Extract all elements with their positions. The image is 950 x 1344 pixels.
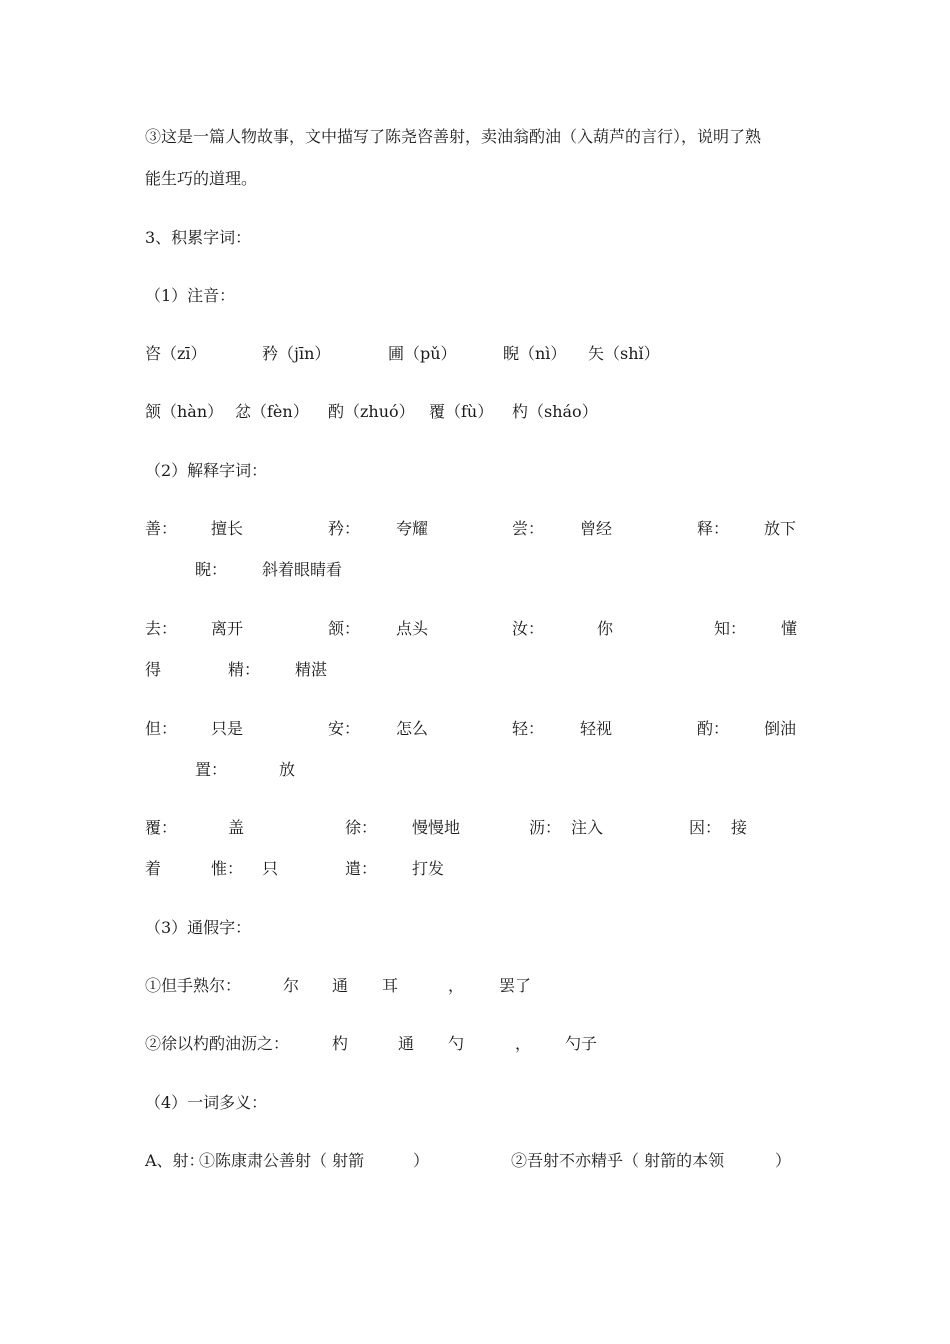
pinyin-item: 杓（sháo） bbox=[512, 402, 598, 421]
glossary-meaning: 打发 bbox=[412, 859, 445, 878]
section-heading: 3、积累字词： bbox=[145, 228, 252, 247]
pinyin-item: 覆（fù） bbox=[429, 402, 494, 421]
glossary-word: 睨： bbox=[195, 560, 228, 579]
glossary-word: 去： bbox=[145, 619, 178, 638]
glossary-meaning: 接 bbox=[731, 818, 748, 837]
glossary-heading: （2）解释字词： bbox=[145, 461, 268, 480]
polysemy-heading: （4）一词多义： bbox=[145, 1093, 268, 1112]
glossary-meaning: 放下 bbox=[764, 519, 797, 538]
glossary-word: 但： bbox=[145, 719, 178, 738]
glossary-meaning: 离开 bbox=[211, 619, 244, 638]
polysemy-example-1: ①陈康肃公善射（ 射箭 bbox=[199, 1151, 365, 1170]
pinyin-item: 矜（jīn） bbox=[262, 344, 331, 363]
tongjia-char: 耳 bbox=[382, 976, 399, 995]
glossary-meaning: 斜着眼睛看 bbox=[262, 560, 343, 579]
glossary-word: 得 bbox=[145, 660, 162, 679]
glossary-meaning: 慢慢地 bbox=[412, 818, 461, 837]
glossary-word: 尝： bbox=[512, 519, 545, 538]
summary-line-2: 能生巧的道理。 bbox=[145, 169, 258, 188]
glossary-word: 释： bbox=[697, 519, 730, 538]
glossary-meaning: 擅长 bbox=[211, 519, 244, 538]
polysemy-prefix: A、射： bbox=[145, 1151, 205, 1170]
glossary-word: 因： bbox=[689, 818, 722, 837]
glossary-meaning: 怎么 bbox=[396, 719, 429, 738]
pinyin-heading: （1）注音： bbox=[145, 286, 236, 305]
glossary-word: 汝： bbox=[512, 619, 545, 638]
glossary-word: 矜： bbox=[328, 519, 361, 538]
glossary-meaning: 夸耀 bbox=[396, 519, 429, 538]
tongjia-phrase: ②徐以杓酌油沥之： bbox=[145, 1034, 290, 1053]
pinyin-item: 颔（hàn） bbox=[145, 402, 224, 421]
tongjia-tong: 通 bbox=[398, 1034, 415, 1053]
tongjia-meaning: 勺子 bbox=[565, 1034, 598, 1053]
glossary-meaning: 注入 bbox=[571, 818, 604, 837]
glossary-meaning: 放 bbox=[279, 760, 296, 779]
glossary-word: 善： bbox=[145, 519, 178, 538]
polysemy-close-2: ） bbox=[775, 1151, 792, 1170]
tongjia-comma: ， bbox=[448, 976, 465, 995]
glossary-word: 徐： bbox=[345, 818, 378, 837]
polysemy-close-1: ） bbox=[413, 1151, 430, 1170]
pinyin-item: 酌（zhuó） bbox=[328, 402, 415, 421]
glossary-meaning: 懂 bbox=[781, 619, 798, 638]
glossary-word: 轻： bbox=[512, 719, 545, 738]
tongjia-char: 杓 bbox=[332, 1034, 349, 1053]
glossary-word: 知： bbox=[714, 619, 747, 638]
tongjia-char: 尔 bbox=[283, 976, 300, 995]
pinyin-item: 忿（fèn） bbox=[235, 402, 309, 421]
tongjia-tong: 通 bbox=[332, 976, 349, 995]
glossary-meaning: 轻视 bbox=[580, 719, 613, 738]
glossary-meaning: 只是 bbox=[211, 719, 244, 738]
tongjia-meaning: 罢了 bbox=[499, 976, 532, 995]
polysemy-example-2: ②吾射不亦精乎（ 射箭的本领 bbox=[511, 1151, 725, 1170]
glossary-meaning: 曾经 bbox=[580, 519, 613, 538]
glossary-word: 颔： bbox=[328, 619, 361, 638]
glossary-word: 覆： bbox=[145, 818, 178, 837]
glossary-word: 沥： bbox=[529, 818, 562, 837]
glossary-meaning: 你 bbox=[597, 619, 614, 638]
glossary-word: 惟： bbox=[211, 859, 244, 878]
tongjia-heading: （3）通假字： bbox=[145, 918, 252, 937]
glossary-meaning: 盖 bbox=[228, 818, 245, 837]
glossary-word: 安： bbox=[328, 719, 361, 738]
glossary-word: 着 bbox=[145, 859, 162, 878]
glossary-word: 酌： bbox=[697, 719, 730, 738]
summary-line-1: ③这是一篇人物故事，文中描写了陈尧咨善射，卖油翁酌油（入葫芦的言行），说明了熟 bbox=[145, 127, 762, 146]
glossary-word: 置： bbox=[195, 760, 228, 779]
pinyin-item: 矢（shǐ） bbox=[588, 344, 660, 363]
tongjia-comma: ， bbox=[515, 1034, 532, 1053]
tongjia-char: 勺 bbox=[448, 1034, 465, 1053]
glossary-word: 精： bbox=[228, 660, 261, 679]
glossary-word: 遣： bbox=[345, 859, 378, 878]
glossary-meaning: 倒油 bbox=[764, 719, 797, 738]
pinyin-item: 咨（zī） bbox=[145, 344, 207, 363]
pinyin-item: 圃（pǔ） bbox=[388, 344, 457, 363]
glossary-meaning: 点头 bbox=[396, 619, 429, 638]
tongjia-phrase: ①但手熟尔： bbox=[145, 976, 242, 995]
pinyin-item: 睨（nì） bbox=[503, 344, 567, 363]
glossary-meaning: 精湛 bbox=[295, 660, 328, 679]
glossary-meaning: 只 bbox=[262, 859, 279, 878]
